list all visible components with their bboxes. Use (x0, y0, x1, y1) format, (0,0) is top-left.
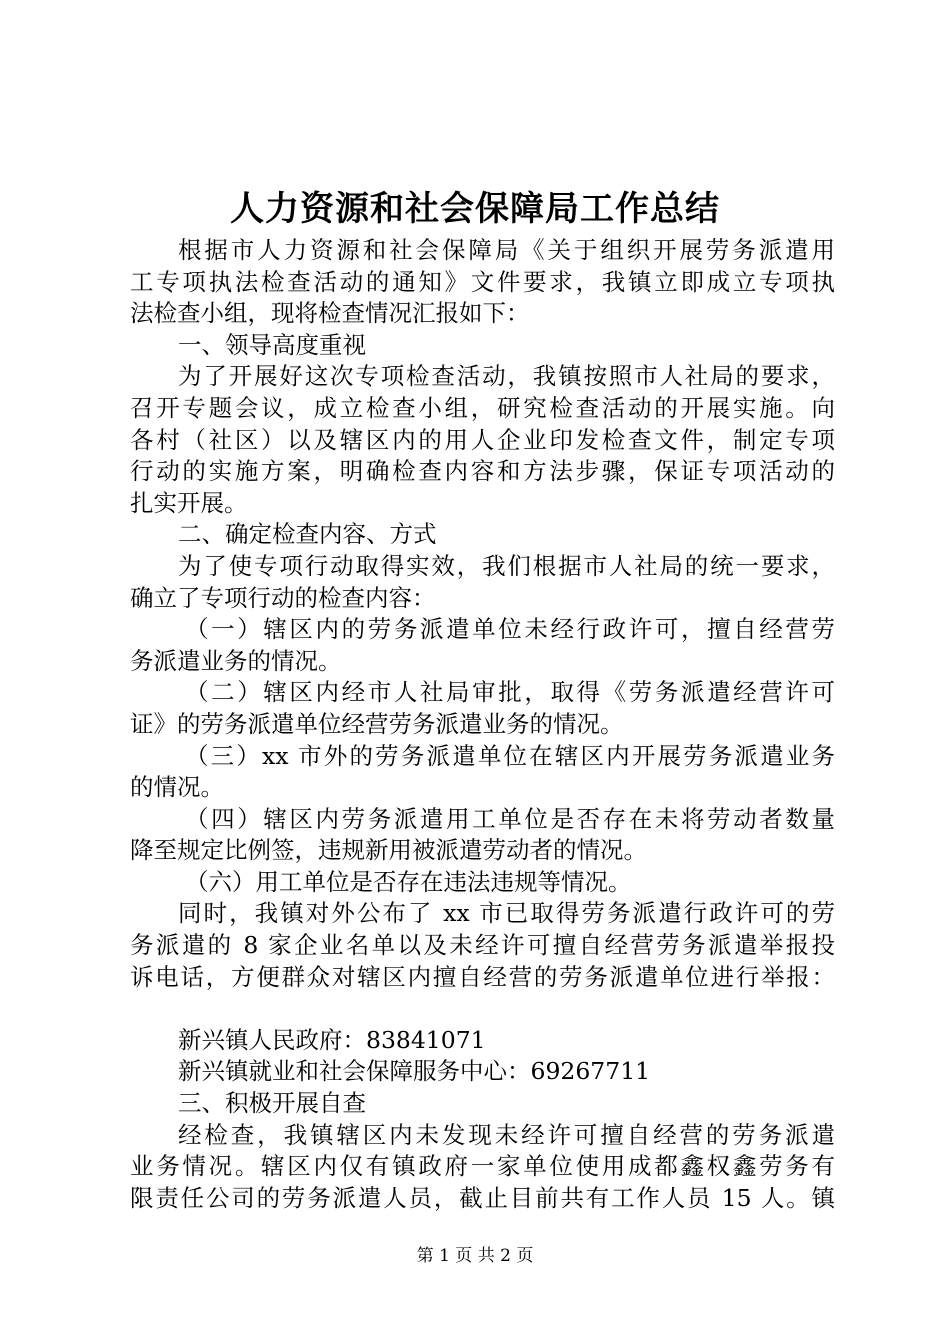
list-item-line: 证》的劳务派遣单位经营劳务派遣业务的情况。 (130, 709, 624, 738)
paragraph-line: 扎实开展。 (130, 488, 248, 517)
paragraph-line: 为了开展好这次专项检查活动，我镇按照市人社局的要求， (178, 362, 835, 391)
section-heading: 一、领导高度重视 (178, 330, 366, 359)
list-item-line: （四）辖区内劳务派遣用工单位是否存在未将劳动者数量 (185, 804, 835, 833)
paragraph-line: 召开专题会议，成立检查小组，研究检查活动的开展实施。向 (130, 393, 835, 422)
document-body (130, 235, 835, 1214)
paragraph-line: 经检查，我镇辖区内未发现未经许可擅自经营的劳务派遣 (178, 1120, 835, 1149)
list-item-line: 的情况。 (130, 773, 224, 802)
contact-line: 新兴镇人民政府：83841071 (178, 1025, 486, 1054)
list-item-line: （二）辖区内经市人社局审批，取得《劳务派遣经营许可 (185, 678, 835, 707)
paragraph-line: 行动的实施方案，明确检查内容和方法步骤，保证专项活动的 (130, 457, 835, 486)
list-item-line: （一）辖区内的劳务派遣单位未经行政许可，擅自经营劳 (185, 615, 835, 644)
section-heading: 三、积极开展自查 (178, 1089, 366, 1118)
paragraph-line: 限责任公司的劳务派遣人员，截止目前共有工作人员 15 人。镇 (130, 1183, 835, 1212)
paragraph-line: 各村（社区）以及辖区内的用人企业印发检查文件，制定专项 (130, 425, 835, 454)
paragraph-line: 为了使专项行动取得实效，我们根据市人社局的统一要求， (178, 551, 835, 580)
contact-line: 新兴镇就业和社会保障服务中心：69267711 (178, 1057, 651, 1086)
section-heading: 二、确定检查内容、方式 (178, 520, 437, 549)
paragraph-line: 工专项执法检查活动的通知》文件要求，我镇立即成立专项执 (130, 267, 835, 296)
paragraph-line: 根据市人力资源和社会保障局《关于组织开展劳务派遣用 (178, 236, 835, 264)
blank-line (130, 993, 835, 1025)
list-item-line: 降至规定比例签，违规新用被派遣劳动者的情况。 (130, 836, 647, 865)
list-item-line: （三）xx 市外的劳务派遣单位在辖区内开展劳务派遣业务 (185, 741, 835, 770)
page-footer: 第 1 页 共 2 页 (416, 1246, 534, 1266)
document-title: 人力资源和社会保障局工作总结 (230, 189, 720, 229)
list-item-line: 务派遣业务的情况。 (130, 646, 342, 675)
paragraph-line: 确立了专项行动的检查内容： (130, 583, 436, 612)
paragraph-line: 诉电话，方便群众对辖区内擅自经营的劳务派遣单位进行举报： (130, 962, 835, 991)
paragraph-line: 同时，我镇对外公布了 xx 市已取得劳务派遣行政许可的劳 (178, 899, 835, 928)
paragraph-line: 务派遣的 8 家企业名单以及未经许可擅自经营劳务派遣举报投 (130, 931, 835, 960)
list-item-line: （六）用工单位是否存在违法违规等情况。 (185, 867, 632, 896)
paragraph-line: 法检查小组，现将检查情况汇报如下： (130, 299, 530, 328)
paragraph-line: 业务情况。辖区内仅有镇政府一家单位使用成都鑫权鑫劳务有 (130, 1152, 835, 1181)
